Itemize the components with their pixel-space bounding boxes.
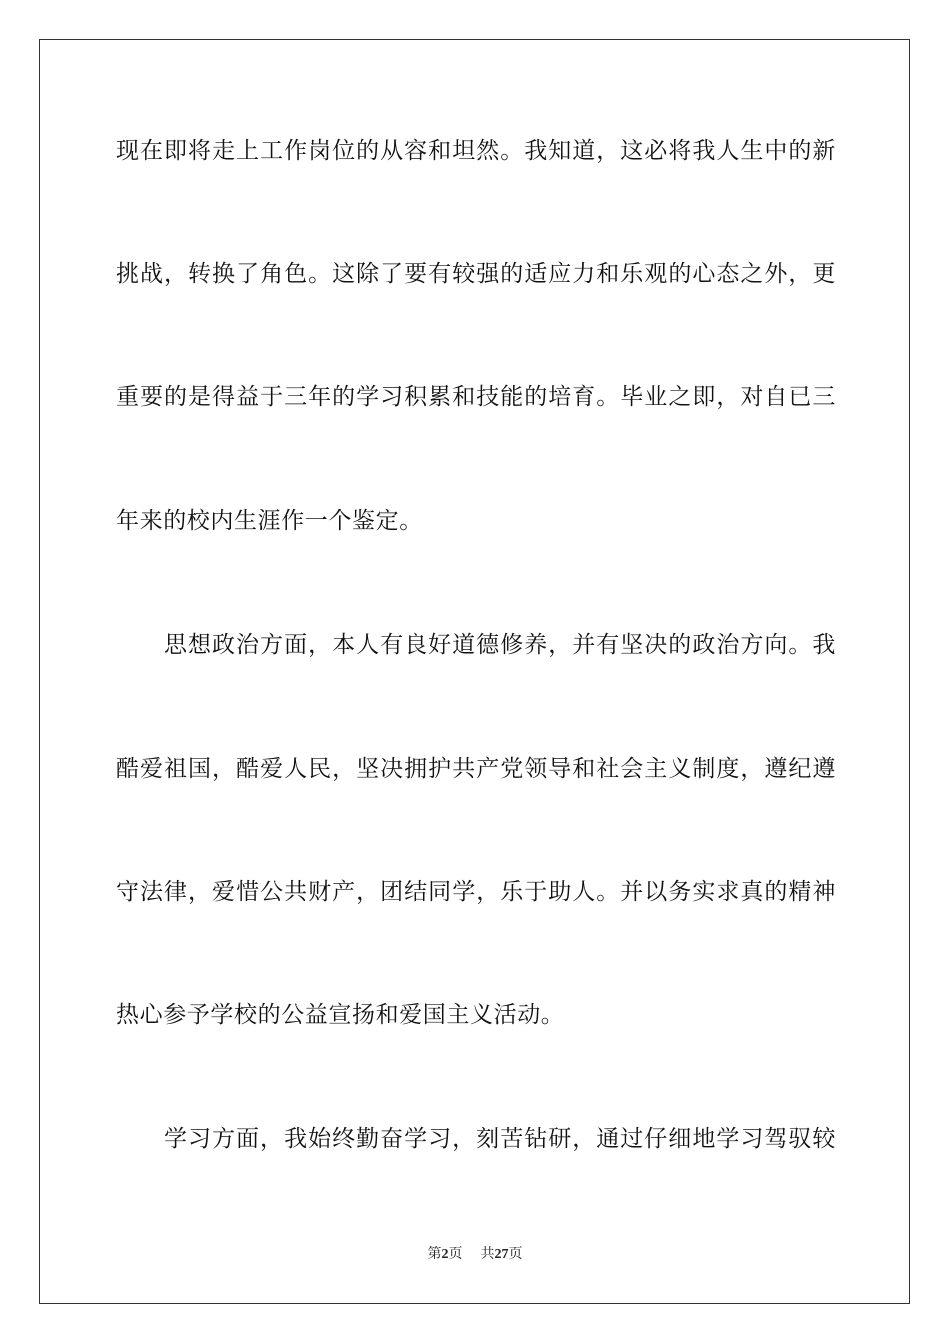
page-footer xyxy=(0,1246,950,1264)
text-line: 年来的校内生涯作一个鉴定。 xyxy=(116,508,423,534)
total-label-suffix: 页 xyxy=(508,1247,523,1262)
total-pages: 27 xyxy=(494,1247,509,1262)
page-label-suffix: 页 xyxy=(448,1247,463,1262)
text-line: 挑战，转换了角色。这除了要有较强的适应力和乐观的心态之外，更 xyxy=(116,261,836,287)
page-label-prefix: 第 xyxy=(427,1247,442,1262)
page-frame xyxy=(39,39,910,1304)
page-number: 2 xyxy=(441,1247,449,1262)
total-label-prefix: 共 xyxy=(480,1247,495,1262)
text-line: 热心参予学校的公益宣扬和爱国主义活动。 xyxy=(116,1002,565,1028)
text-line: 重要的是得益于三年的学习积累和技能的培育。毕业之即，对自已三 xyxy=(116,384,836,410)
paragraph-start-line: 思想政治方面，本人有良好道德修养，并有坚决的政治方向。我 xyxy=(164,632,836,658)
text-line: 现在即将走上工作岗位的从容和坦然。我知道，这必将我人生中的新 xyxy=(116,138,836,164)
text-line: 守法律，爱惜公共财产，团结同学，乐于助人。并以务实求真的精神 xyxy=(116,879,836,905)
text-line: 酷爱祖国，酷爱人民，坚决拥护共产党领导和社会主义制度，遵纪遵 xyxy=(116,756,836,782)
paragraph-start-line: 学习方面，我始终勤奋学习，刻苦钻研，通过仔细地学习驾驭较 xyxy=(164,1126,836,1152)
